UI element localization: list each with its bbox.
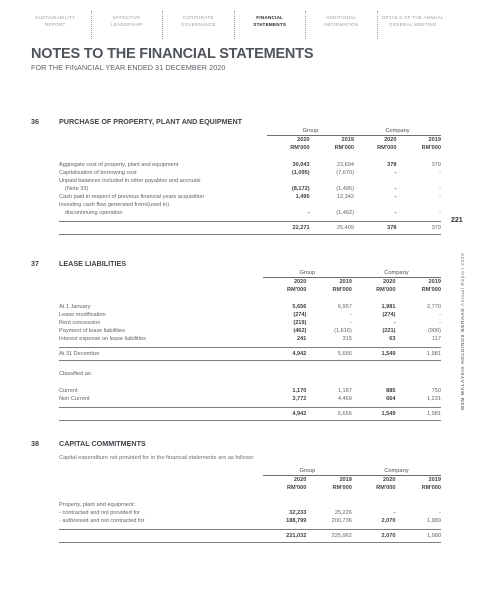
note-38-title: 38 CAPITAL COMMITMENTS [31,439,146,448]
page-subtitle: FOR THE FINANCIAL YEAR ENDED 31 DECEMBER 2020 [31,63,226,72]
table-row: Capitalisation of borrowing cost (1,095) (7,670) - - [59,170,441,176]
note-37-title: 37 LEASE LIABILITIES [31,259,127,268]
nav-effective-leadership[interactable]: EFFECTIVE LEADERSHIP [92,11,164,39]
note-37-table: Group Company 2020 2019 2020 2019 RM'000 RM'000 RM'000 RM'000 At 1 January 5,656 6,957 1,981 2,770 Lease modification (274) - (274) - Rent concession (219) - - - Payment of lease liabilities (462) (1,616) (221) (906) Interest expense on lease liabilities 241 315 63 117 At 31 December 4,942 5,656 1,549 1,981 Classified as: Current 1,170 1,187 885 750 Non Current 3,772 4,469 664 1,231 4,942 5,656 1,549 1,981 [59,269,441,421]
table-row: Interest expense on lease liabilities 241 315 63 117 [59,336,441,342]
total-row: 22,271 25,409 378 379 [59,222,441,235]
side-running-header [461,253,466,410]
table-row: Lease modification (274) - (274) - [59,312,441,318]
table-row: Investing cash flow generated from/(used in) [59,202,170,208]
table-row: Rent concession (219) - - - [59,320,441,326]
table-row: Current 1,170 1,187 885 750 [59,388,441,394]
table-row: Property, plant and equipment: [59,502,136,508]
top-navigation [20,11,448,39]
table-row: Classified as: [59,371,93,377]
page-number: 221 [451,217,463,224]
table-row: Aggregate cost of property, plant and equipment 30,043 23,694 378 379 [59,162,441,168]
table-row: At 1 January 5,656 6,957 1,981 2,770 [59,304,441,310]
table-row: - authorised and not contracted for 188,799 200,736 2,070 1,980 [59,518,441,524]
nav-additional-information[interactable]: ADDITIONAL INFORMATION [306,11,378,39]
total-row: 4,942 5,656 1,549 1,981 [59,408,441,421]
note-38-table: Group Company 2020 2019 2020 2019 RM'000 RM'000 RM'000 RM'000 Property, plant and equipment: - contracted and not provided for 32,233 25,226 - - - authorised and not contracted for 188,799 200,736 2,070 1,980 221,032 225,962 2,070 1,980 [59,467,441,543]
table-row: Cash paid in respect of previous financial years acquisition 1,495 12,342 - - [59,194,441,200]
table-row: (Note 33) (8,172) (1,495) - - [65,186,441,192]
at-31-december-row: At 31 December 4,942 5,656 1,549 1,981 [59,348,441,361]
note-38-section [31,439,441,543]
table-row: Unpaid balances included in other payables and accruals [59,178,201,184]
note-38-intro: Capital expenditure not provided for in the financial statements are as follows: [59,455,255,461]
table-row: Non Current 3,772 4,469 664 1,231 [59,396,441,402]
page-title: NOTES TO THE FINANCIAL STATEMENTS [31,46,314,62]
note-37-section [31,259,441,421]
note-36-section [31,117,441,235]
note-36-title: 36 PURCHASE OF PROPERTY, PLANT AND EQUIPMENT [31,117,243,126]
nav-annual-general-meeting[interactable]: DETAILS OF THE ANNUAL GENERAL MEETING [381,15,444,27]
nav-financial-statements[interactable]: FINANCIAL STATEMENTS [235,11,307,39]
total-row: 221,032 225,962 2,070 1,980 [59,530,441,543]
note-36-table: Group Company 2020 2019 2020 2019 RM'000 RM'000 RM'000 RM'000 Aggregate cost of property, plant and equipment 30,043 23,694 378 379 Capitalisation of borrowing cost (1,095) (7,670) - - Unpaid balances included in other payables and accruals (Note 33) (8,172) (1,495) - - Cash paid in respect of previous financial years acquisition 1,495 12,342 - - Investing cash flow generated from/(used in) discontinuing operation - (1,462) - - 22,271 25,409 378 379 [59,127,441,235]
table-row: discontinuing operation - (1,462) - - [65,210,441,216]
side-company-name: MSM MALAYSIA HOLDINGS BERHAD [461,307,466,410]
side-report-name: Annual Report 2020 [461,252,466,307]
table-row: Payment of lease liabilities (462) (1,616) (221) (906) [59,328,441,334]
table-row: - contracted and not provided for 32,233 25,226 - - [59,510,441,516]
nav-sustainability-report[interactable]: SUSTAINABILITY REPORT [20,11,92,39]
nav-corporate-governance[interactable]: CORPORATE GOVERNANCE [163,11,235,39]
